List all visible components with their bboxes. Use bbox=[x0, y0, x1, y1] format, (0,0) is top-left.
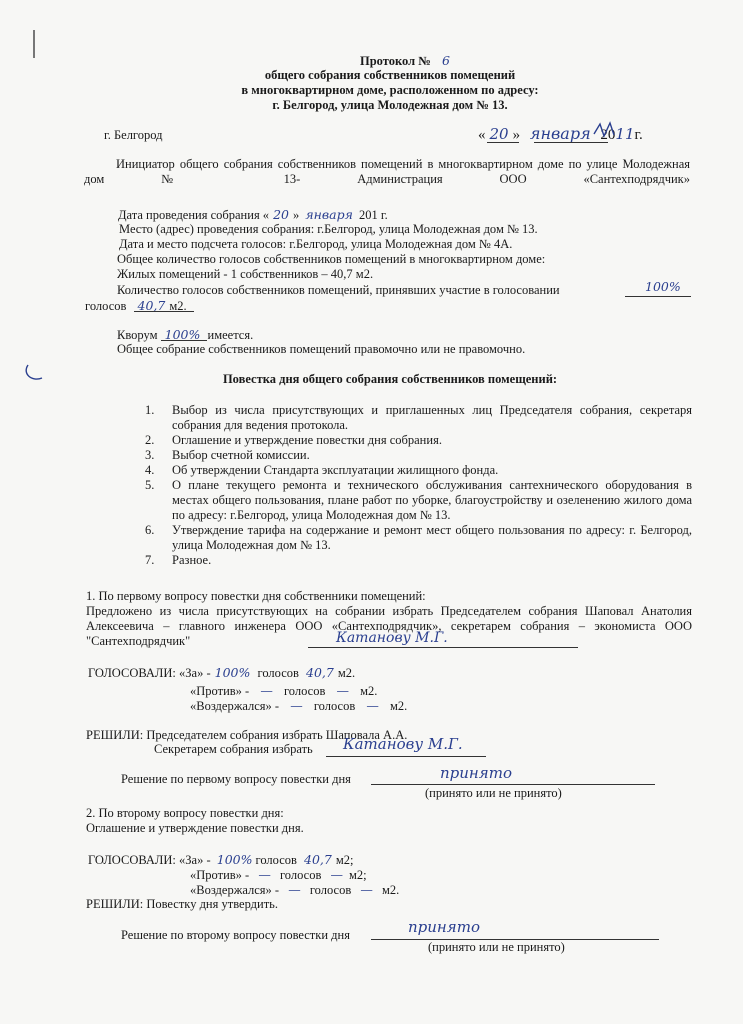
agenda-item-number: 2. bbox=[145, 433, 155, 447]
date-month-hw: января bbox=[529, 124, 591, 143]
q2-decision-label: Решение по второму вопросу повестки дня bbox=[121, 928, 350, 942]
agenda-item-number: 5. bbox=[145, 478, 155, 492]
date-day-hw: 20 bbox=[489, 125, 509, 143]
meeting-date-day-hw: 20 bbox=[273, 207, 289, 222]
q2-for-value-hw: 40,7 bbox=[304, 852, 332, 867]
q2-decision-hw: принято bbox=[408, 918, 480, 936]
q1-vote-against bbox=[190, 683, 377, 699]
q1-secretary-hw: Катанову М.Г. bbox=[336, 630, 448, 646]
date-line: « 20 » января 2011г. bbox=[478, 124, 643, 143]
agenda-item-number: 1. bbox=[145, 403, 155, 417]
agenda-item bbox=[145, 478, 692, 523]
q1-decision-hint: (принято или не принято) bbox=[425, 786, 562, 800]
q2-vote-against bbox=[190, 867, 367, 883]
q2-votes-label: голосов bbox=[255, 853, 297, 867]
q1-against-value-hw: — bbox=[336, 683, 349, 698]
initiator-text: Инициатор общего собрания собственников помещений в многоквартирном доме по улице Молодежная дом № 13- Администрация ООО «Сантехподрядчик» bbox=[84, 157, 690, 186]
meeting-date-label: Дата проведения собрания « bbox=[118, 208, 270, 222]
meeting-place: Место (адрес) проведения собрания: г.Белгород, улица Молодежная дом № 13. bbox=[119, 222, 538, 236]
q1-for-pct-hw: 100% bbox=[214, 665, 251, 680]
votes-value-hw: 40,7 bbox=[137, 298, 166, 313]
q1-against-label: «Против» - bbox=[190, 684, 250, 698]
agenda-item-text: Оглашение и утверждение повестки дня собрания. bbox=[172, 433, 442, 447]
agenda-item bbox=[145, 463, 692, 478]
q2-against-unit: м2; bbox=[349, 868, 367, 882]
q1-for-value-hw: 40,7 bbox=[306, 665, 334, 680]
protocol-number-hw: 6 bbox=[441, 53, 450, 68]
q2-against-hw: — bbox=[258, 867, 271, 882]
total-votes: Общее количество голосов собственников помещений в многоквартирном доме: bbox=[117, 252, 546, 266]
quorum-label: Кворум bbox=[117, 328, 158, 342]
city: г. Белгород bbox=[104, 128, 163, 142]
quorum-suffix: имеется. bbox=[207, 328, 254, 342]
q1-abstain-label: «Воздержался» - bbox=[190, 699, 280, 713]
agenda-item-text: Утверждение тарифа на содержание и ремонт мест общего пользования по адресу: г. Белгород, улица Молодежная дом № 13. bbox=[172, 523, 692, 552]
q1-decision-label: Решение по первому вопросу повестки дня bbox=[121, 772, 351, 786]
q2-against-label: «Против» - bbox=[190, 868, 250, 882]
agenda-item-number: 7. bbox=[145, 553, 155, 567]
protocol-title bbox=[360, 53, 450, 69]
q2-against-value-hw: — bbox=[330, 867, 343, 882]
agenda-item bbox=[145, 553, 692, 568]
title-line-1: общего собрания собственников помещений bbox=[264, 68, 516, 82]
agenda-title: Повестка дня общего собрания собственников помещений: bbox=[222, 372, 558, 386]
quorum-value-hw: 100% bbox=[164, 327, 201, 342]
q2-abstain-label: «Воздержался» - bbox=[190, 883, 280, 897]
q1-votes-label: голосов bbox=[257, 666, 299, 680]
q1-secretary-elected-hw: Катанову М.Г. bbox=[343, 735, 463, 753]
q2-for-pct-hw: 100% bbox=[216, 852, 253, 867]
count-place: Дата и место подсчета голосов: г.Белгород, улица Молодежная дом № 4А. bbox=[119, 237, 513, 251]
votes-unit: м2. bbox=[169, 299, 187, 313]
q2-abstain-votes: голосов bbox=[309, 883, 352, 897]
title-line-2: в многоквартирном доме, расположенном по адресу: bbox=[241, 83, 539, 97]
agenda-item-number: 6. bbox=[145, 523, 155, 537]
q2-unit-semicolon: м2; bbox=[335, 853, 354, 867]
handwriting-flourish bbox=[592, 120, 622, 142]
q1-secretary-label: Секретарем собрания избрать bbox=[154, 742, 313, 756]
q1-decision-hw: принято bbox=[440, 764, 512, 782]
q2-against-votes: голосов bbox=[279, 868, 322, 882]
agenda-item-text: Разное. bbox=[172, 553, 212, 567]
q1-against-unit: м2. bbox=[360, 684, 378, 698]
agenda-item-text: Выбор счетной комиссии. bbox=[172, 448, 310, 462]
competence-line: Общее собрание собственников помещений правомочно или не правомочно. bbox=[117, 342, 526, 356]
date-year-end: г. bbox=[634, 127, 643, 143]
q2-heading: 2. По второму вопросу повестки дня: bbox=[86, 806, 284, 820]
meeting-date bbox=[118, 207, 388, 223]
q2-topic: Оглашение и утверждение повестки дня. bbox=[86, 821, 304, 835]
q2-abstain-hw: — bbox=[288, 882, 301, 897]
participated-label: Количество голосов собственников помещений, принявших участие в голосовании bbox=[117, 283, 560, 297]
hole-punch-mark bbox=[24, 362, 46, 384]
meeting-date-year: 201 г. bbox=[359, 208, 388, 222]
participated-pct-hw: 100% bbox=[645, 279, 681, 294]
q2-voted-label: ГОЛОСОВАЛИ: «За» - bbox=[88, 853, 211, 867]
votes-label: голосов bbox=[85, 299, 127, 313]
meeting-date-month-hw: января bbox=[305, 207, 353, 222]
agenda-item bbox=[145, 448, 692, 463]
q2-decision-hint: (принято или не принято) bbox=[428, 940, 565, 954]
q1-against-votes: голосов bbox=[283, 684, 326, 698]
q1-proposal-text: Предложено из числа присутствующих на собрании избрать Председателем собрания Шаповал Анатолия Алексеевича – главного инженера ООО «Сантехподрядчик», секретарем собрания – экономиста ООО "Сантехподрядчик" bbox=[86, 604, 692, 648]
title-line-3: г. Белгород, улица Молодежная дом № 13. bbox=[272, 98, 508, 112]
binding-mark bbox=[33, 30, 35, 58]
agenda-item-number: 4. bbox=[145, 463, 155, 477]
date-year-hw: 11 bbox=[615, 125, 635, 143]
q1-decided: РЕШИЛИ: Председателем собрания избрать Шаповала А.А. bbox=[86, 728, 408, 742]
q1-abstain-value-hw: — bbox=[366, 698, 379, 713]
q2-vote-for bbox=[88, 852, 354, 868]
residential-votes: Жилых помещений - 1 собственников – 40,7 м2. bbox=[117, 267, 374, 281]
q1-abstain-votes: голосов bbox=[313, 699, 356, 713]
q2-abstain-unit: м2. bbox=[381, 883, 400, 897]
meeting-date-mid: » bbox=[292, 208, 300, 222]
protocol-label: Протокол № bbox=[360, 54, 431, 68]
agenda-list bbox=[145, 403, 692, 568]
agenda-item-text: О плане текущего ремонта и технического обслуживания сантехнического оборудования в местах общего пользования, плане работ по уборке, благоустройству и озеленению жилого дома по адресу: г.Белгород, улица Молодежная дом № 13. bbox=[172, 478, 692, 522]
q1-against-hw: — bbox=[260, 683, 273, 698]
q2-vote-abstain bbox=[190, 882, 399, 898]
date-year-prefix: 20 bbox=[600, 127, 616, 143]
q1-heading: 1. По первому вопросу повестки дня собственники помещений: bbox=[86, 589, 426, 603]
agenda-item-text: Об утверждении Стандарта эксплуатации жилищного фонда. bbox=[172, 463, 499, 477]
agenda-item-number: 3. bbox=[145, 448, 155, 462]
q1-abstain-hw: — bbox=[290, 698, 303, 713]
q2-abstain-value-hw: — bbox=[360, 882, 373, 897]
agenda-item bbox=[145, 403, 692, 433]
q1-vote-for bbox=[88, 665, 355, 681]
agenda-item bbox=[145, 433, 692, 448]
q1-unit: м2. bbox=[337, 666, 356, 680]
agenda-item bbox=[145, 523, 692, 553]
agenda-item-text: Выбор из числа присутствующих и приглашенных лиц Председателя собрания, секретаря собрания для ведения протокола. bbox=[172, 403, 692, 432]
q2-decided: РЕШИЛИ: Повестку дня утвердить. bbox=[86, 897, 279, 911]
q1-vote-abstain bbox=[190, 698, 407, 714]
q1-voted-label: ГОЛОСОВАЛИ: «За» - bbox=[88, 666, 211, 680]
q1-abstain-unit: м2. bbox=[389, 699, 408, 713]
